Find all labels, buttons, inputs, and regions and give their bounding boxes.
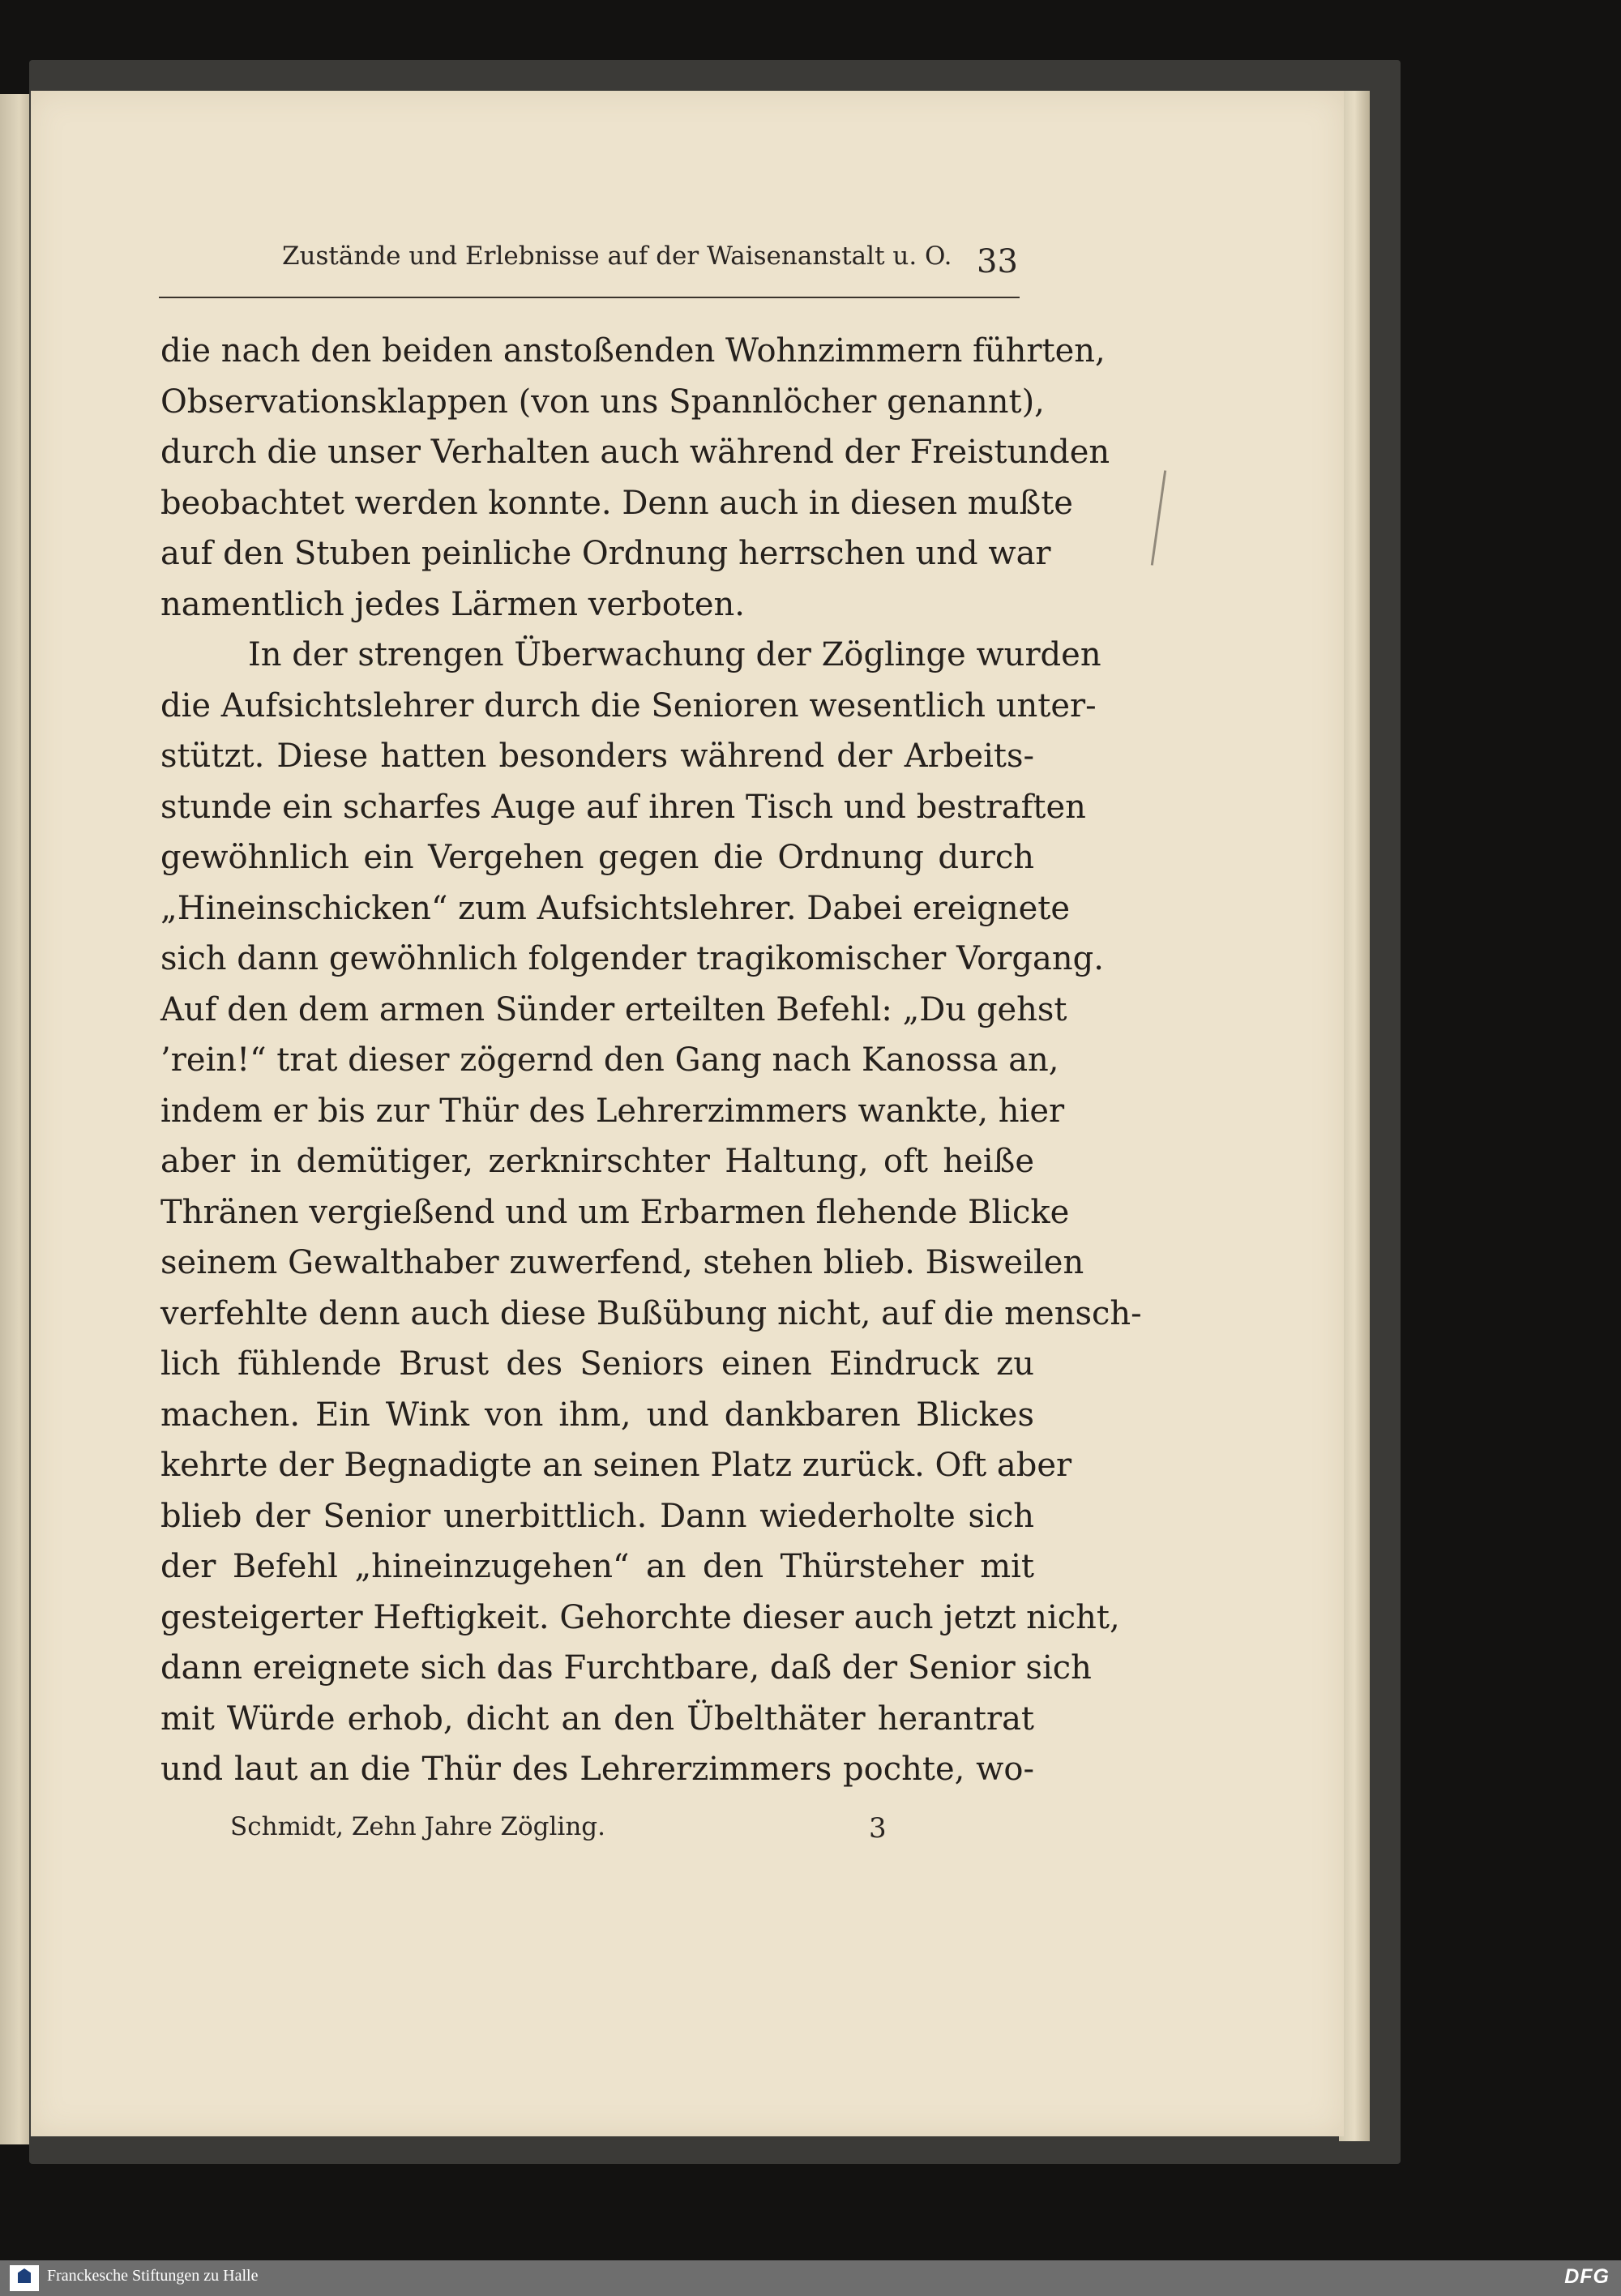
left-page-edge: [0, 94, 32, 2144]
text-line: ’rein!“ trat dieser zögernd den Gang nach Kanossa an,: [160, 1041, 1059, 1079]
signature-mark: 3: [869, 1812, 887, 1845]
text-line: „Hineinschicken“ zum Aufsichtslehrer. Dabei ereignete: [160, 889, 1071, 927]
institution-logo-icon[interactable]: [10, 2265, 39, 2291]
text-line: seinem Gewalthaber zuwerfend, stehen blieb. Bisweilen: [160, 1244, 1084, 1281]
text-line: sich dann gewöhnlich folgender tragikomischer Vorgang.: [160, 940, 1104, 977]
text-line: kehrte der Begnadigte an seinen Platz zurück. Oft aber: [160, 1447, 1072, 1484]
text-line: durch die unser Verhalten auch während der Freistunden: [160, 434, 1110, 471]
text-line: indem er bis zur Thür des Lehrerzimmers wankte, hier: [160, 1092, 1065, 1130]
footer-bar: [0, 2260, 1621, 2296]
text-line: der Befehl „hineinzugehen“ an den Thürsteher mit: [160, 1548, 1034, 1585]
signature-line: Schmidt, Zehn Jahre Zögling.: [230, 1812, 605, 1841]
page-number: 33: [977, 243, 1018, 280]
text-line: dann ereignete sich das Furchtbare, daß der Senior sich: [160, 1649, 1092, 1687]
text-line: die nach den beiden anstoßenden Wohnzimmern führten,: [160, 332, 1106, 370]
text-line: gesteigerter Heftigkeit. Gehorchte dieser auch jetzt nicht,: [160, 1598, 1120, 1636]
text-line: namentlich jedes Lärmen verboten.: [160, 585, 746, 623]
running-head: Zustände und Erlebnisse auf der Waisenanstalt u. O.: [282, 242, 952, 271]
institution-name[interactable]: Franckesche Stiftungen zu Halle: [47, 2267, 259, 2285]
building-icon: [18, 2268, 31, 2283]
text-line: verfehlte denn auch diese Bußübung nicht, auf die mensch-: [160, 1294, 1142, 1332]
text-line: gewöhnlich ein Vergehen gegen die Ordnung durch: [160, 839, 1034, 876]
text-line: stunde ein scharfes Auge auf ihren Tisch und bestraften: [160, 788, 1086, 826]
text-line: und laut an die Thür des Lehrerzimmers pochte, wo-: [160, 1751, 1034, 1788]
dfg-logo[interactable]: DFG: [1564, 2265, 1610, 2288]
header-rule: [159, 297, 1020, 298]
text-line: lich fühlende Brust des Seniors einen Eindruck zu: [160, 1345, 1034, 1383]
text-line: beobachtet werden konnte. Denn auch in diesen mußte: [160, 484, 1073, 522]
text-line: Observationsklappen (von uns Spannlöcher genannt),: [160, 383, 1045, 421]
text-line: Auf den dem armen Sünder erteilten Befehl: „Du gehst: [160, 990, 1067, 1028]
text-line: aber in demütiger, zerknirschter Haltung, oft heiße: [160, 1143, 1034, 1180]
text-line: mit Würde erhob, dicht an den Übelthäter herantrat: [160, 1700, 1034, 1738]
text-line: blieb der Senior unerbittlich. Dann wiederholte sich: [160, 1497, 1034, 1535]
text-line: machen. Ein Wink von ihm, und dankbaren Blickes: [160, 1396, 1034, 1434]
text-line: Thränen vergießend und um Erbarmen flehende Blicke: [160, 1193, 1070, 1231]
body-text: [160, 326, 1142, 1795]
text-line: In der strengen Überwachung der Zöglinge wurden: [248, 636, 1101, 673]
text-line: die Aufsichtslehrer durch die Senioren wesentlich unter-: [160, 686, 1097, 725]
text-line: auf den Stuben peinliche Ordnung herrschen und war: [160, 535, 1051, 572]
text-line: stützt. Diese hatten besonders während der Arbeits-: [160, 738, 1034, 775]
